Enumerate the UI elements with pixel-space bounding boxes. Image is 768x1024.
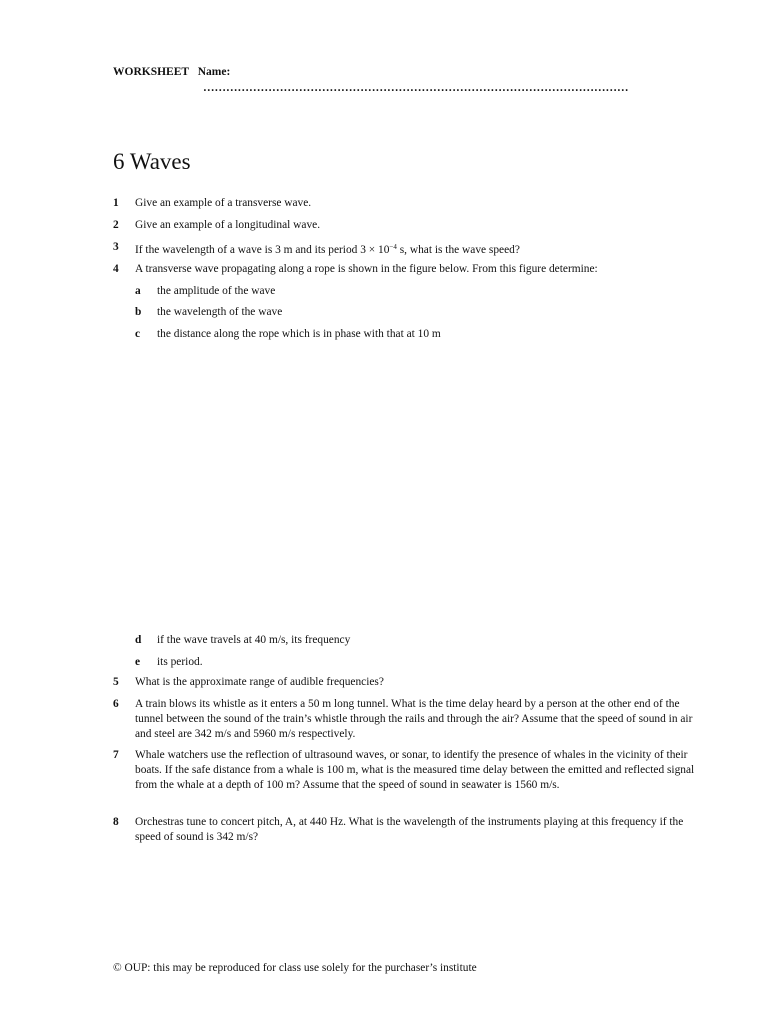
worksheet-label: WORKSHEET <box>113 66 189 78</box>
part-letter: e <box>135 656 141 668</box>
question-number: 4 <box>113 263 119 275</box>
question-number: 6 <box>113 698 119 710</box>
part-text: if the wave travels at 40 m/s, its frequency <box>157 634 351 646</box>
part-text: the wavelength of the wave <box>157 306 283 318</box>
question-text-after: s, what is the wave speed? <box>396 244 520 256</box>
part-letter: d <box>135 634 142 646</box>
question-text: A train blows its whistle as it enters a 50 m long tunnel. What is the time delay heard by a person at the other end of the tunnel between the sound of the train’s whistle through the rails and through the air? Assume that the speed of sound in air and steel are 342 m/s and 5960 m/s respectively. <box>135 698 693 740</box>
part-letter: a <box>135 285 141 297</box>
name-label: Name: <box>197 66 231 78</box>
exponent: −4 <box>389 243 397 251</box>
question-number: 3 <box>113 241 119 253</box>
part-text: the amplitude of the wave <box>157 285 276 297</box>
figure-area <box>113 350 693 625</box>
question-text <box>135 240 520 258</box>
question-number: 1 <box>113 197 119 209</box>
part-text: its period. <box>157 656 203 668</box>
question-text: Orchestras tune to concert pitch, A, at 440 Hz. What is the wavelength of the instruments playing at this frequency if the speed of sound is 342 m/s? <box>135 816 684 843</box>
part-letter: c <box>135 328 141 340</box>
question-text: Give an example of a transverse wave. <box>135 197 312 209</box>
question-text: Whale watchers use the reflection of ultrasound waves, or sonar, to identify the presence of whales in the vicinity of their boats. If the safe distance from a whale is 100 m, what is the measured time delay between the emitted and reflected signal from the whale at a depth of 100 m? Assume that the speed of sound in seawater is 1560 m/s. <box>135 749 695 791</box>
page-title: 6 Waves <box>113 149 191 174</box>
question-number: 5 <box>113 676 119 688</box>
name-dotted-line: ………………………………………………………………………………………………… <box>203 82 629 94</box>
part-text: the distance along the rope which is in phase with that at 10 m <box>157 328 441 340</box>
question-text: A transverse wave propagating along a rope is shown in the figure below. From this figure determine: <box>135 263 598 275</box>
question-text: What is the approximate range of audible frequencies? <box>135 676 384 688</box>
question-text: Give an example of a longitudinal wave. <box>135 219 321 231</box>
question-number: 7 <box>113 749 119 761</box>
copyright-footer: © OUP: this may be reproduced for class use solely for the purchaser’s institute <box>113 962 477 974</box>
part-letter: b <box>135 306 142 318</box>
question-number: 2 <box>113 219 119 231</box>
worksheet-header <box>113 66 230 78</box>
question-number: 8 <box>113 816 119 828</box>
question-text-before: If the wavelength of a wave is 3 m and its period 3 × 10 <box>135 244 390 256</box>
